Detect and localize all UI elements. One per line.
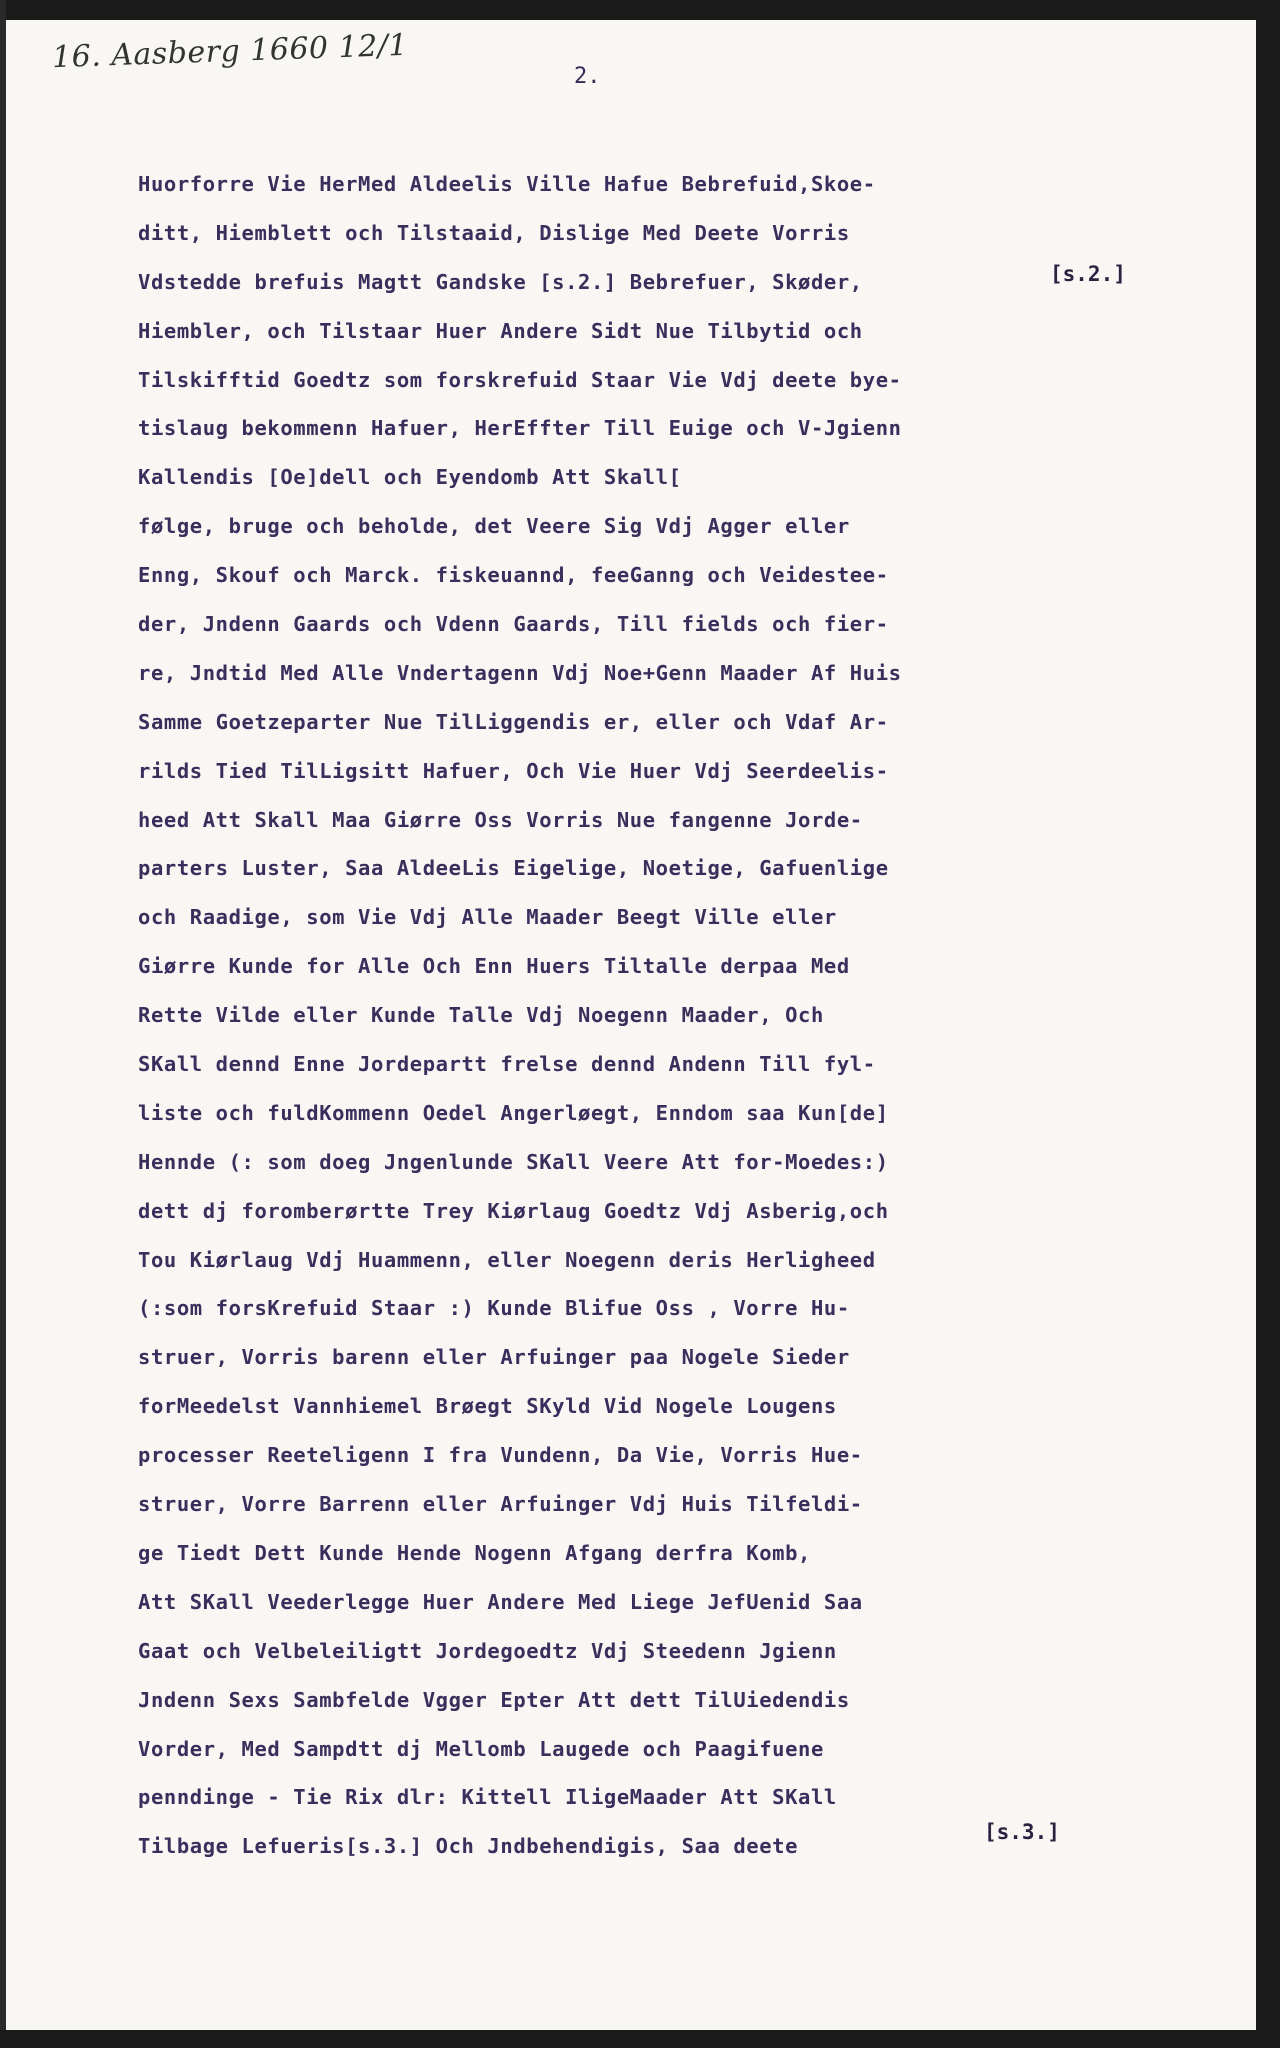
text-line: Vdstedde brefuis Magtt Gandske [s.2.] Bebrefuer, Skøder, — [138, 269, 863, 294]
text-line: der, Jndenn Gaards och Vdenn Gaards, Till fields och fier- — [138, 612, 889, 637]
page-number: 2. — [574, 64, 601, 89]
text-line: Att SKall Veederlegge Huer Andere Med Liege JefUenid Saa — [138, 1589, 863, 1614]
text-line: liste och fuldKommenn Oedel Angerløegt, Enndom saa Kun[de] — [138, 1100, 889, 1125]
handwritten-archive-note: 16. Aasberg 1660 12/1 — [51, 27, 409, 76]
text-line: rilds Tied TilLigsitt Hafuer, Och Vie Huer Vdj Seerdeelis- — [138, 758, 889, 783]
scan-border-bottom — [0, 2030, 1280, 2048]
text-line: parters Luster, Saa AldeeLis Eigelige, Noetige, Gafuenlige — [138, 856, 889, 881]
text-line: heed Att Skall Maa Giørre Oss Vorris Nue fangenne Jorde- — [138, 807, 863, 832]
text-line: Jndenn Sexs Sambfelde Vgger Epter Att dett TilUiedendis — [138, 1687, 850, 1712]
text-line: Tilbage Lefueris[s.3.] Och Jndbehendigis, Saa deete — [138, 1834, 799, 1859]
text-line: Hennde (: som doeg Jngenlunde SKall Veere Att for-Moedes:) — [138, 1149, 889, 1174]
text-line: ditt, Hiemblett och Tilstaaid, Dislige Med Deete Vorris — [138, 220, 850, 245]
text-line: ge Tiedt Dett Kunde Hende Nogenn Afgang derfra Komb, — [138, 1540, 811, 1565]
text-line: Tilskifftid Goedtz som forskrefuid Staar Vie Vdj deete bye- — [138, 367, 902, 392]
text-line: tislaug bekommenn Hafuer, HerEffter Till Euige och V-Jgienn — [138, 416, 902, 441]
text-line: Giørre Kunde for Alle Och Enn Huers Tiltalle derpaa Med — [138, 954, 850, 979]
text-line: Kallendis [Oe]dell och Eyendomb Att Skall[ — [138, 465, 682, 490]
text-line: Gaat och Velbeleiligtt Jordegoedtz Vdj Steedenn Jgienn — [138, 1638, 837, 1663]
text-line: och Raadige, som Vie Vdj Alle Maader Beegt Ville eller — [138, 905, 837, 930]
text-line: forMeedelst Vannhiemel Brøegt SKyld Vid Nogele Lougens — [138, 1394, 837, 1419]
scan-border-top — [0, 0, 1280, 20]
margin-page-marker: [s.3.] — [984, 1820, 1060, 1844]
transcription-body — [138, 160, 1018, 1871]
text-line: Samme Goetzeparter Nue TilLiggendis er, eller och Vdaf Ar- — [138, 709, 889, 734]
text-line: (:som forsKrefuid Staar :) Kunde Blifue Oss , Vorre Hu- — [138, 1296, 850, 1321]
scan-border-left — [0, 0, 6, 2048]
text-line: Rette Vilde eller Kunde Talle Vdj Noegenn Maader, Och — [138, 1003, 824, 1028]
margin-page-marker: [s.2.] — [1050, 262, 1126, 286]
text-line: penndinge - Tie Rix dlr: Kittell IligeMaader Att SKall — [138, 1785, 837, 1810]
text-line: processer Reeteligenn I fra Vundenn, Da Vie, Vorris Hue- — [138, 1443, 863, 1468]
text-line: Tou Kiørlaug Vdj Huammenn, eller Noegenn deris Herligheed — [138, 1247, 876, 1272]
text-line: følge, bruge och beholde, det Veere Sig Vdj Agger eller — [138, 514, 850, 539]
text-line: Huorforre Vie HerMed Aldeelis Ville Hafue Bebrefuid,Skoe- — [138, 172, 876, 196]
text-line: struer, Vorris barenn eller Arfuinger paa Nogele Sieder — [138, 1345, 850, 1370]
text-line: Enng, Skouf och Marck. fiskeuannd, feeGanng och Veidestee- — [138, 563, 889, 588]
text-line: struer, Vorre Barrenn eller Arfuinger Vdj Huis Tilfeldi- — [138, 1492, 863, 1517]
text-line: Hiembler, och Tilstaar Huer Andere Sidt Nue Tilbytid och — [138, 318, 863, 343]
text-line: SKall dennd Enne Jordepartt frelse dennd Andenn Till fyl- — [138, 1052, 876, 1077]
text-line: re, Jndtid Med Alle Vndertagenn Vdj Noe+Genn Maader Af Huis — [138, 660, 902, 685]
text-line: dett dj foromberørtte Trey Kiørlaug Goedtz Vdj Asberig,och — [138, 1198, 889, 1223]
text-line: Vorder, Med Sampdtt dj Mellomb Laugede och Paagifuene — [138, 1736, 824, 1761]
scan-border-right — [1256, 0, 1280, 2048]
